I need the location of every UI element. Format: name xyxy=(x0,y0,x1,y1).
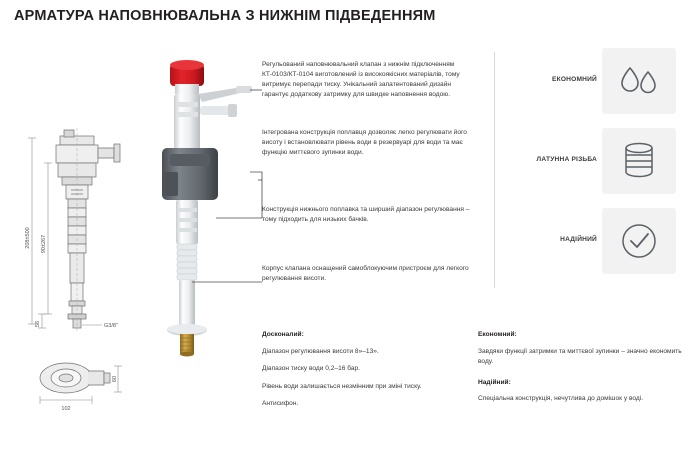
svg-text:G3/8": G3/8" xyxy=(104,323,118,329)
callout-lower-float-description: Конструкція нижнього поплавка та ширший діапазон регулювання – тому підходить для низьких бачків. xyxy=(262,206,470,223)
callout-leader-lines xyxy=(150,50,280,350)
feature-label-reliable: НАДІЙНИЙ xyxy=(560,236,597,243)
svg-text:60: 60 xyxy=(112,375,118,383)
feature-label-economical: ЕКОНОМНИЙ xyxy=(552,76,597,83)
feature-card-reliable xyxy=(602,208,676,274)
column-perfect xyxy=(262,330,457,417)
feature-panel xyxy=(505,48,685,288)
column-perfect-line-2: Діапазон тиску води 0,2–16 бар. xyxy=(262,365,361,373)
svg-text:56: 56 xyxy=(35,320,41,328)
check-circle-icon xyxy=(602,208,676,274)
column-economical-heading: Економний: xyxy=(478,331,517,338)
callout-valve-description: Регульований наповнювальний клапан з нижнім підключенням КТ-0103/КТ-0104 виготовлений із високоякісних матеріалів, тому витримує перепади тиску. Унікальний запатентований дизайн гарантує додаткову затримку для швидке наповнення водою. xyxy=(262,61,460,98)
feature-card-economical xyxy=(602,48,676,114)
column-economical-line-1: Завдяки функції затримки та миттєвої зупинки – значно економить воду. xyxy=(478,347,682,366)
column-reliable-heading: Надійний: xyxy=(478,378,511,386)
column-perfect-line-3: Рівень води залишається незмінним при зміні тиску. xyxy=(262,382,422,390)
technical-drawing-svg xyxy=(18,128,148,428)
column-reliable-line-1: Спеціальна конструкція, нечутлива до домішок у воді. xyxy=(478,395,644,403)
panel-divider xyxy=(494,52,495,288)
callout-body-description: Корпус клапана оснащений самоблокуючим пристроєм для легкого регулювання висоти. xyxy=(262,265,469,282)
feature-card-brass-thread xyxy=(602,128,676,194)
column-perfect-line-4: Антисифон. xyxy=(262,400,299,408)
column-perfect-line-1: Діапазон регулювання висоти 8»–13». xyxy=(262,347,379,355)
page-title: АРМАТУРА НАПОВНЮВАЛЬНА З НИЖНІМ ПІДВЕДЕННЯМ xyxy=(14,8,436,24)
technical-drawing xyxy=(18,128,148,428)
brass-thread-icon xyxy=(602,128,676,194)
svg-text:90±267: 90±267 xyxy=(41,234,47,254)
svg-text:102: 102 xyxy=(61,406,71,412)
svg-text:208±500: 208±500 xyxy=(25,227,31,249)
water-drops-icon xyxy=(602,48,676,114)
column-economical xyxy=(478,330,683,412)
callout-float-description: Інтегрована конструкція поплавця дозволяє легко регулювати його висоту і встановлювати рівень води в резервуарі для води та має функцію миттєвого зупинки води. xyxy=(262,129,467,156)
feature-label-brass-thread: ЛАТУННА РІЗЬБА xyxy=(536,156,597,163)
column-perfect-heading: Досконалий: xyxy=(262,331,304,338)
